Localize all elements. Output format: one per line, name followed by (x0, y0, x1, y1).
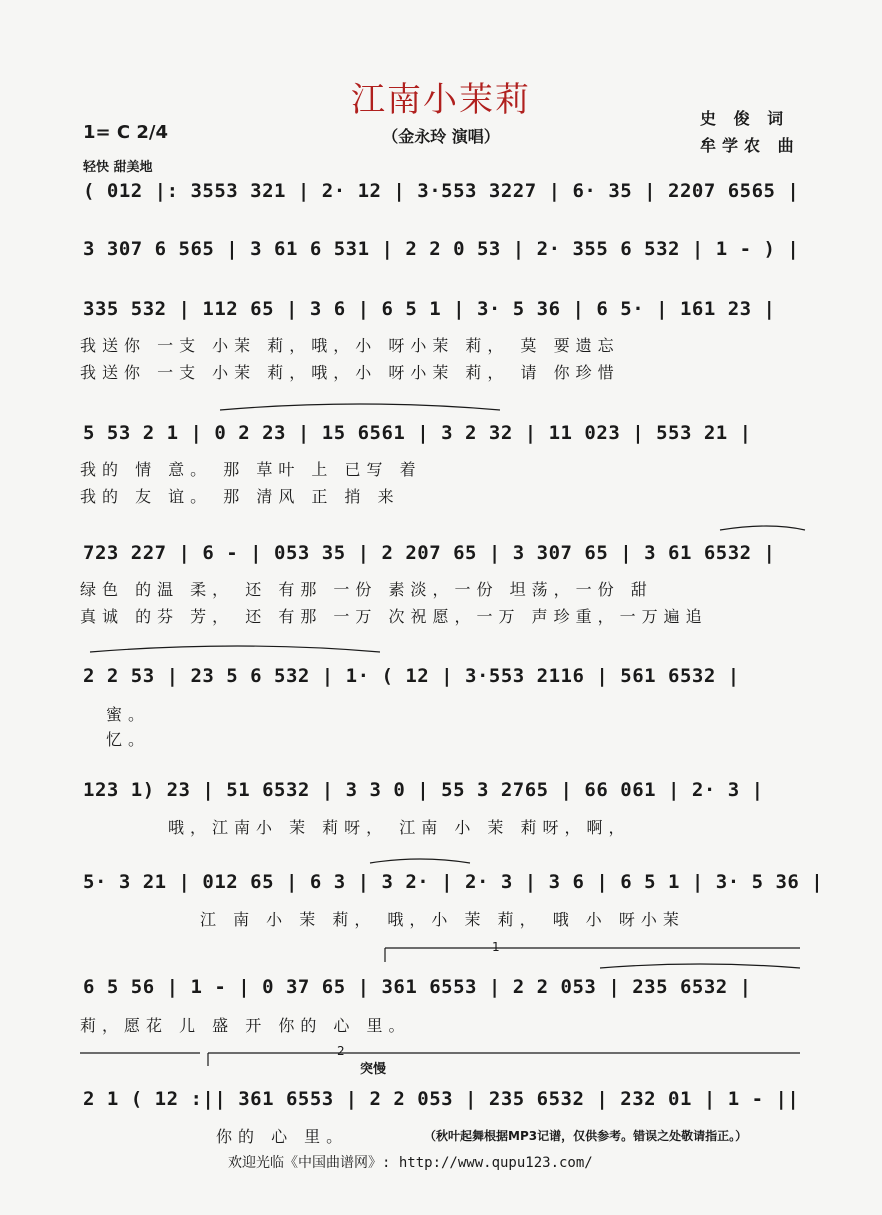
score-row-6-lyrics-1: 蜜。 (106, 705, 151, 724)
score-row-7-lyrics: 哦，江南小 茉 莉呀， 江南 小 茉 莉呀，啊， (168, 818, 631, 837)
score-row-10-notes: 2 1 ( 12 :|| 361 6553 | 2 2 053 | 235 6532 | 232 01 | 1 - || (83, 1088, 800, 1110)
score-row-3-lyrics-2: 我送你 一支 小茉 莉，哦，小 呀小茉 莉， 请 你珍惜 (80, 363, 620, 382)
score-row-3-notes: 335 532 | 112 65 | 3 6 | 6 5 1 | 3· 5 36 | 6 5· | 161 23 | (83, 298, 776, 320)
lyricist-credit: 史 俊 词 (700, 109, 790, 128)
ritard-marking: 突慢 (360, 1062, 387, 1077)
score-row-4-notes: 5 53 2 1 | 0 2 23 | 15 6561 | 3 2 32 | 11 023 | 553 21 | (83, 422, 752, 444)
score-row-1-notes: ( 012 |: 3553 321 | 2· 12 | 3·553 3227 | 6· 35 | 2207 6565 | (83, 180, 800, 202)
score-row-9-lyrics: 莉，愿花 儿 盛 开 你的 心 里。 (80, 1016, 411, 1035)
score-row-5-notes: 723 227 | 6 - | 053 35 | 2 207 65 | 3 307 65 | 3 61 6532 | (83, 542, 776, 564)
page-title: 江南小茉莉 (351, 80, 531, 120)
performer-subtitle: （金永玲 演唱） (382, 127, 500, 146)
slur-row-8 (370, 859, 470, 863)
transcriber-note: （秋叶起舞根据MP3记谱，仅供参考。错误之处敬请指正。） (424, 1129, 748, 1143)
score-row-3-lyrics-1: 我送你 一支 小茉 莉，哦，小 呀小茉 莉， 莫 要遗忘 (80, 336, 620, 355)
score-row-10-lyrics: 你的 心 里。 (216, 1127, 349, 1146)
score-row-2-notes: 3 307 6 565 | 3 61 6 531 | 2 2 0 53 | 2· 355 6 532 | 1 - ) | (83, 238, 800, 260)
score-row-8-notes: 5· 3 21 | 012 65 | 6 3 | 3 2· | 2· 3 | 3 6 | 6 5 1 | 3· 5 36 | (83, 871, 824, 893)
key-signature: 1= C 2/4 (83, 122, 168, 143)
score-row-4-lyrics-2: 我的 友 谊。 那 清风 正 捎 来 (80, 487, 400, 506)
score-row-7-notes: 123 1) 23 | 51 6532 | 3 3 0 | 55 3 2765 | 66 061 | 2· 3 | (83, 779, 764, 801)
site-welcome-footer: 欢迎光临《中国曲谱网》: http://www.qupu123.com/ (228, 1155, 593, 1171)
score-row-5-lyrics-1: 绿色 的温 柔， 还 有那 一份 素淡，一份 坦荡，一份 甜 (80, 580, 653, 599)
slur-row-6 (90, 646, 380, 652)
score-row-6-notes: 2 2 53 | 23 5 6 532 | 1· ( 12 | 3·553 2116 | 561 6532 | (83, 665, 740, 687)
volta-2-number: 2 (337, 1044, 345, 1058)
tempo-marking: 轻快 甜美地 (83, 160, 153, 175)
slur-row-9 (600, 964, 800, 968)
slur-row-4 (220, 404, 500, 410)
slur-row-5 (720, 526, 805, 530)
score-row-5-lyrics-2: 真诚 的芬 芳， 还 有那 一万 次祝愿，一万 声珍重，一万遍追 (80, 607, 708, 626)
composer-credit: 牟学农 曲 (700, 136, 800, 155)
score-row-9-notes: 6 5 56 | 1 - | 0 37 65 | 361 6553 | 2 2 053 | 235 6532 | (83, 976, 752, 998)
volta-1-number: 1 (492, 940, 500, 954)
score-row-4-lyrics-1: 我的 情 意。 那 草叶 上 已写 着 (80, 460, 422, 479)
score-row-8-lyrics: 江 南 小 茉 莉， 哦，小 茉 莉， 哦 小 呀小茉 (200, 910, 685, 929)
score-row-6-lyrics-2: 忆。 (106, 730, 151, 749)
